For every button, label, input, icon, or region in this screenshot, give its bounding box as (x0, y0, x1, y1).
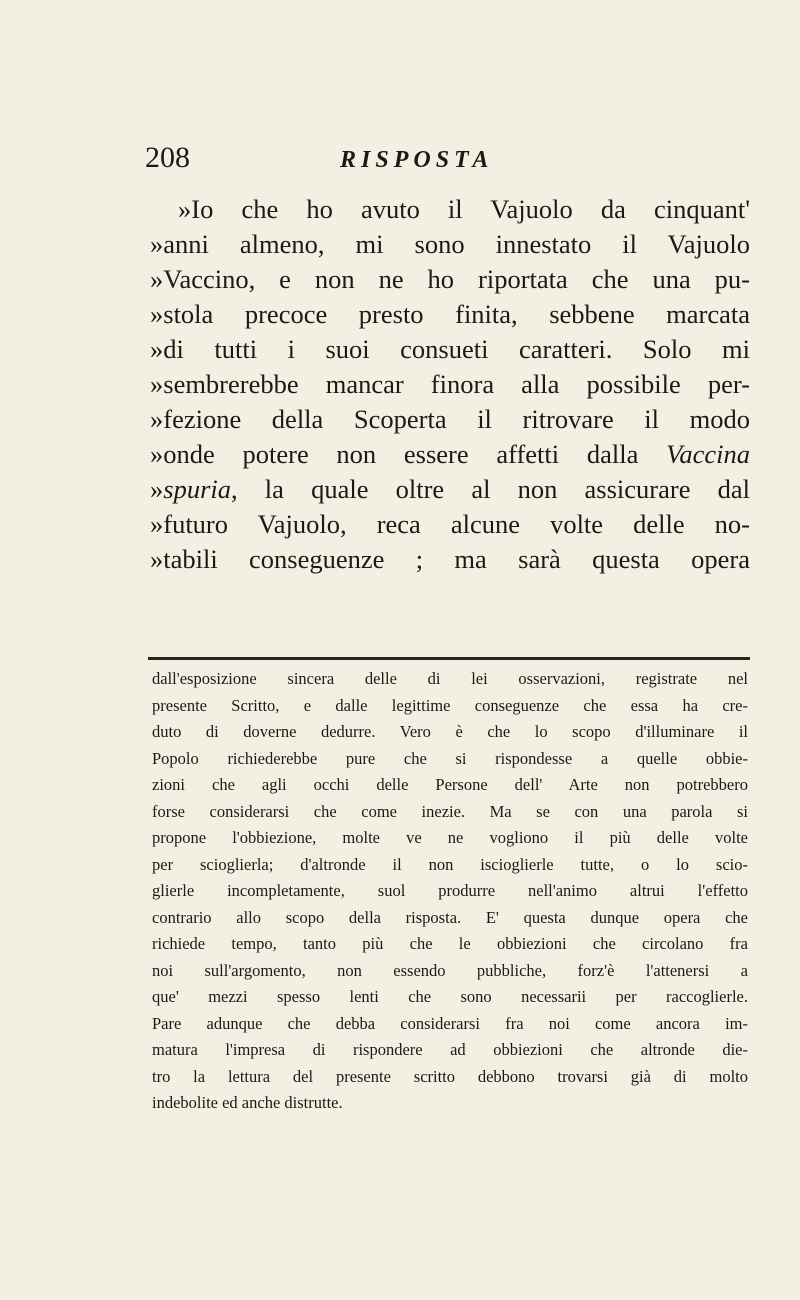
main-text-line: »sembrerebbe mancar finora alla possibile per- (150, 369, 750, 399)
italic-term-vaccina: Vaccina (666, 439, 750, 469)
footnote-line: Pare adunque che debba considerarsi fra noi come ancora im- (152, 1013, 748, 1033)
main-text-line (150, 472, 750, 507)
footnote-line: matura l'impresa di rispondere ad obbiezioni che altronde die- (152, 1040, 748, 1059)
running-title: RISPOSTA (340, 147, 494, 173)
footnote-line: zioni che agli occhi delle Persone dell' Arte non potrebbero (152, 775, 748, 794)
main-text-line: »Io che ho avuto il Vajuolo da cinquant' (178, 194, 750, 224)
footnote-line: contrario allo scopo della risposta. E' questa dunque opera che (152, 907, 748, 927)
footnote-line: noi sull'argomento, non essendo pubbliche, forz'è l'attenersi a (152, 960, 748, 980)
main-text-block (150, 192, 750, 577)
main-text-line: »di tutti i suoi consueti caratteri. Solo mi (150, 334, 750, 364)
italic-term-spuria: spuria (163, 474, 231, 504)
page-number: 208 (145, 141, 190, 174)
footnote-line: Popolo richiederebbe pure che si rispondesse a quelle obbie- (152, 748, 748, 768)
main-text-line: »fezione della Scoperta il ritrovare il modo (150, 404, 750, 434)
footnote-line: indebolite ed anche distrutte. (152, 1093, 343, 1112)
main-text-line: »Vaccino, e non ne ho riportata che una pu- (150, 264, 750, 294)
footnote-line: tro la lettura del presente scritto debbono trovarsi già di molto (152, 1066, 748, 1086)
footnote-line: dall'esposizione sincera delle di lei osservazioni, registrate nel (152, 669, 748, 688)
main-text-line: »futuro Vajuolo, reca alcune volte delle no- (150, 509, 750, 539)
main-text-line: »anni almeno, mi sono innestato il Vajuolo (150, 229, 750, 259)
footnote-block (152, 666, 748, 1117)
footnote-line: per scioglierla; d'altronde il non iscioglierle tutte, o lo scio- (152, 854, 748, 874)
main-text-line (150, 437, 750, 472)
footnote-line: glierle incompletamente, suol produrre nell'animo altrui l'effetto (152, 881, 748, 900)
main-text-line: »stola precoce presto finita, sebbene marcata (150, 299, 750, 329)
footnote-line: que' mezzi spesso lenti che sono necessarii per raccoglierle. (152, 987, 748, 1006)
quote-mark: » (150, 474, 164, 504)
footnote-line: presente Scritto, e dalle legittime conseguenze che essa ha cre- (152, 695, 748, 715)
footnote-line: forse considerarsi che come inezie. Ma se con una parola si (152, 801, 748, 821)
page-header (145, 140, 745, 180)
footnote-line: richiede tempo, tanto più che le obbiezioni che circolano fra (152, 934, 748, 953)
main-text-segment: »onde potere non essere affetti dalla (150, 439, 639, 469)
footnote-line: duto di doverne dedurre. Vero è che lo scopo d'illuminare il (152, 722, 748, 741)
footnote-rule (148, 657, 750, 660)
main-text-line: »tabili conseguenze ; ma sarà questa opera (150, 544, 750, 574)
footnote-line: propone l'obbiezione, molte ve ne vogliono il più delle volte (152, 828, 748, 847)
main-text-segment: , la quale oltre al non assicurare dal (231, 474, 750, 504)
